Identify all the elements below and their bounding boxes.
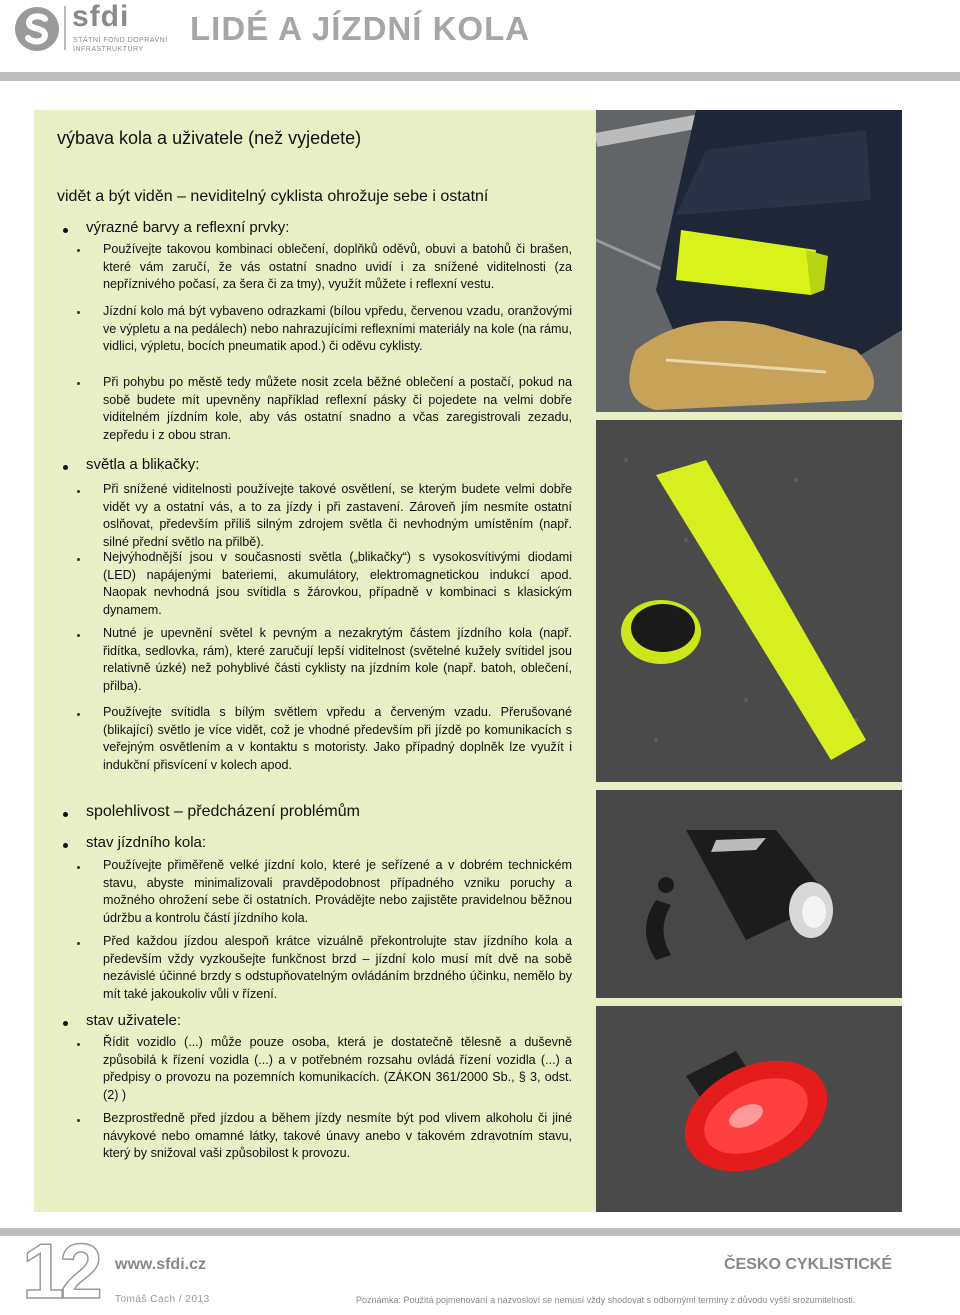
bullet-icon bbox=[77, 1119, 80, 1122]
photo-reflective-band-on-leg bbox=[596, 110, 902, 412]
footer-author: Tomáš Cach / 2013 bbox=[115, 1294, 210, 1305]
section-subtitle: vidět a být viděn – neviditelný cyklista ohrožuje sebe i ostatní bbox=[57, 188, 489, 205]
logo-name: sfdi bbox=[72, 0, 130, 33]
photo-front-bike-light bbox=[596, 790, 902, 998]
page-title: LIDÉ A JÍZDNÍ KOLA bbox=[190, 10, 531, 47]
reflective-slap-band-icon bbox=[596, 420, 902, 782]
bullet-icon bbox=[77, 866, 80, 869]
logo-subtitle-line2: INFRASTRUKTURY bbox=[73, 46, 144, 53]
sfdi-logo-icon bbox=[14, 4, 60, 54]
footer-website-link[interactable]: www.sfdi.cz bbox=[115, 1256, 206, 1273]
bullet-icon bbox=[77, 382, 80, 385]
list-item: Nejvýhodnější jsou v současnosti světla („blikačky“) s vysokosvítivými diodami (LED) napájenými bateriemi, akumulátory, elektromagnetickou indukcí apod. Naopak nevhodná jsou svítidla s žárovkou, případně v kombinaci s klasickým dynamem. bbox=[103, 550, 572, 617]
reflective-band-on-leg-icon bbox=[596, 110, 902, 412]
bullet-icon bbox=[63, 812, 68, 817]
group-heading-bike-condition: stav jízdního kola: bbox=[86, 834, 207, 851]
group-heading-lights: světla a blikačky: bbox=[86, 456, 200, 473]
bullet-icon bbox=[77, 942, 80, 945]
logo-subtitle-line1: STÁTNÍ FOND DOPRAVNÍ bbox=[73, 37, 168, 44]
list-item: Nutné je upevnění světel k pevným a nezakrytým částem jízdního kola (např. řidítka, sedlovka, rám), které zaručují lepší viditelnost (světelné kužely svítidel jsou relativně úzké) než pohyblivé části cyklisty na jízdním kole (např. batoh, oblečení, přilba). bbox=[103, 626, 572, 693]
logo-divider bbox=[64, 6, 66, 50]
bullet-icon bbox=[63, 465, 68, 470]
front-bike-light-icon bbox=[596, 790, 902, 998]
bullet-icon bbox=[63, 843, 68, 848]
bullet-icon bbox=[77, 311, 80, 314]
bullet-icon bbox=[77, 558, 80, 561]
bullet-icon bbox=[63, 1021, 68, 1026]
group-heading-rider-condition: stav uživatele: bbox=[86, 1012, 182, 1029]
photo-rear-red-bike-light bbox=[596, 1006, 902, 1212]
bullet-icon bbox=[77, 634, 80, 637]
page-header bbox=[0, 0, 960, 72]
list-item: Jízdní kolo má být vybaveno odrazkami (bílou vpředu, červenou vzadu, oranžovými ve výpletu a na pedálech) nebo nahrazujícími reflexními materiály na kole (na rámu, vidlici, výpletu, bocích pneumatik apod.) či oděvu cyklisty. bbox=[103, 304, 572, 354]
rear-red-bike-light-icon bbox=[596, 1006, 902, 1212]
footer-note: Poznámka: Použitá pojmenování a názvosloví se nemusí vždy shodovat s odbornými termíny z důvodu vyšší srozumitelnosti. bbox=[356, 1295, 856, 1305]
footer-divider bbox=[0, 1228, 960, 1236]
list-item: Používejte svítidla s bílým světlem vpředu a červeným vzadu. Přerušované (blikající) světlo je více vidět, což je vhodné především při jízdě po komunikacích s veřejným osvětlením a v kontaktu s motoristy. Jako případný doplněk lze využít i indukční přisvícení v kolech apod. bbox=[103, 705, 572, 772]
list-item: Při snížené viditelnosti používejte takové osvětlení, se kterým budete velmi dobře vidět vy a ostatní vás, a to za jízdy i při zastavení. Zároveň jím nesmíte ostatní oslňovat, především příliš silným zdrojem světla či nevhodným umístěním (např. silné přední světlo na přilbě). bbox=[103, 482, 572, 549]
section-title: výbava kola a uživatele (než vyjedete) bbox=[57, 128, 362, 148]
group-heading-reliability: spolehlivost – předcházení problémům bbox=[86, 803, 360, 820]
bullet-icon bbox=[77, 713, 80, 716]
list-item: Při pohybu po městě tedy můžete nosit zcela běžné oblečení a postačí, pokud na sobě budete mít upevněny například reflexní pásky či pojedete na velmi dobře viditelném jízdním kole, aby vás ostatní snadno a včas zaregistrovali zezadu, zepředu i z obou stran. bbox=[103, 375, 572, 442]
bullet-icon bbox=[77, 1043, 80, 1046]
bullet-icon bbox=[77, 490, 80, 493]
list-item: Před každou jízdou alespoň krátce vizuálně překontrolujte stav jízdního kola a především vždy vyzkoušejte funkčnost brzd – jízdní kolo musí mít dvě na sobě nezávislé účinné brzdy s odstupňovatelným ovládáním brzdného účinku, nemělo by mít také jakoukoliv vůli v řízení. bbox=[103, 934, 572, 1001]
list-item: Bezprostředně před jízdou a během jízdy nesmíte být pod vlivem alkoholu či jiné návykové nebo omamné látky, takové únavy anebo v takovém zdravotním stavu, který by snižoval vaši způsobilost k provozu. bbox=[103, 1111, 572, 1161]
group-heading-reflective: výrazné barvy a reflexní prvky: bbox=[86, 219, 290, 236]
page-number: 12 bbox=[22, 1227, 97, 1315]
list-item: Používejte takovou kombinaci oblečení, doplňků oděvů, obuvi a batohů či brašen, které vám zaručí, že vás ostatní snadno uvidí i za snížené viditelnosti (za nepříznivého počasí, za šera či za tmy), využít můžete i reflexní vestu. bbox=[103, 242, 572, 292]
photo-reflective-slap-band bbox=[596, 420, 902, 782]
footer-series-title: ČESKO CYKLISTICKÉ bbox=[724, 1256, 893, 1273]
bullet-icon bbox=[77, 249, 80, 252]
list-item: Řídit vozidlo (...) může pouze osoba, která je dostatečně tělesně a duševně způsobilá k řízení vozidla (...) a v potřebném rozsahu ovládá řízení vozidla (...) a předpisy o provozu na pozemních komunikacích. (ZÁKON 361/2000 Sb., § 3, odst.(2) ) bbox=[103, 1035, 572, 1102]
header-divider bbox=[0, 72, 960, 81]
bullet-icon bbox=[63, 228, 68, 233]
list-item: Používejte přiměřeně velké jízdní kolo, které je seřízené a v dobrém technickém stavu, abyste minimalizovali pravděpodobnost případného vzniku poruchy a možného ohrožení sebe či ostatních. Provádějte nebo zajistěte pravidelnou běžnou údržbu a kontrolu částí jízdního kola. bbox=[103, 858, 572, 925]
